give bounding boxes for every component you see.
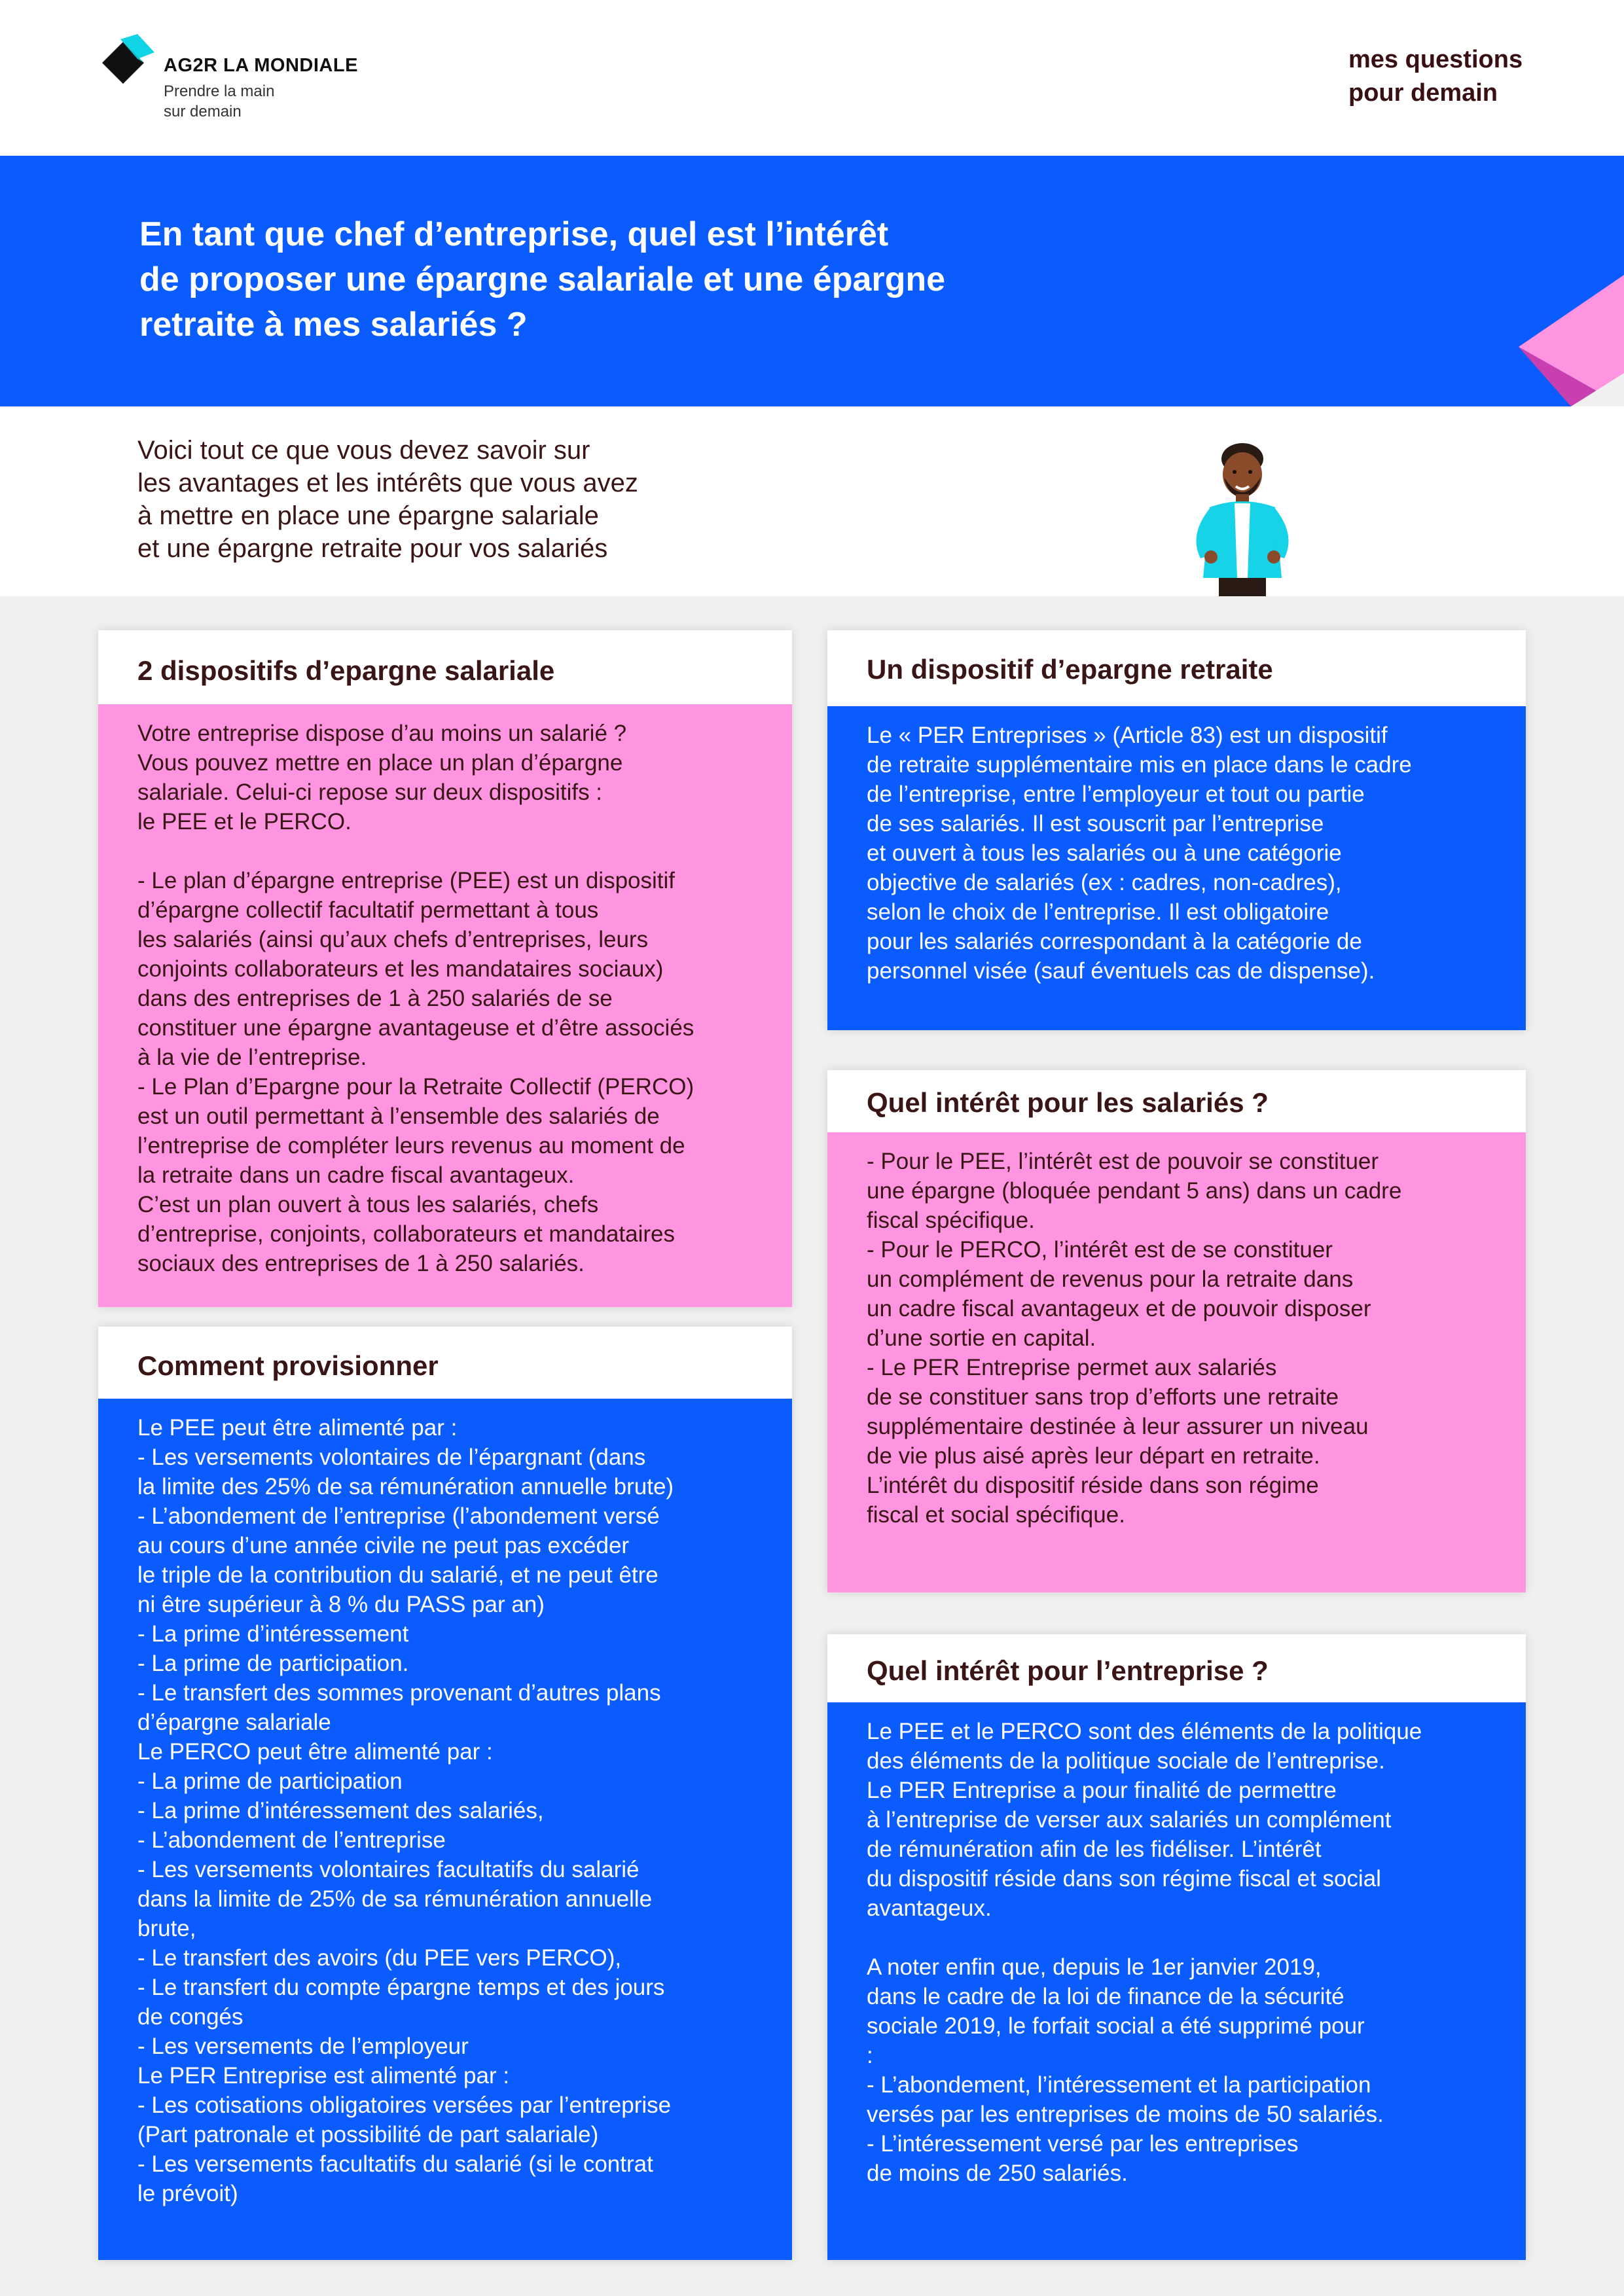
ag2r-logo-icon xyxy=(97,34,157,89)
card-title: Quel intérêt pour l’entreprise ? xyxy=(867,1655,1269,1686)
card-epargne-salariale xyxy=(98,630,792,1307)
brand-name: AG2R LA MONDIALE xyxy=(164,55,358,76)
card-title: Comment provisionner xyxy=(137,1350,439,1381)
card-header xyxy=(98,630,792,704)
card-interet-salaries xyxy=(827,1070,1526,1592)
card-header xyxy=(98,1327,792,1399)
top-header xyxy=(0,0,1624,156)
card-title: Quel intérêt pour les salariés ? xyxy=(867,1087,1269,1118)
hero-banner xyxy=(0,156,1624,406)
card-header xyxy=(827,1634,1526,1702)
card-comment-provisionner xyxy=(98,1327,792,2260)
card-title: 2 dispositifs d’epargne salariale xyxy=(137,655,555,686)
card-interet-entreprise xyxy=(827,1634,1526,2260)
card-title: Un dispositif d’epargne retraite xyxy=(867,654,1273,685)
card-body xyxy=(98,704,792,1307)
card-header xyxy=(827,630,1526,706)
brand-tagline: Prendre la main sur demain xyxy=(164,82,275,120)
card-text: - Pour le PEE, l’intérêt est de pouvoir se constituer une épargne (bloquée pendant 5 ans) dans un cadre fiscal spécifique. - Pour le PERCO, l’intérêt est de se constituer un complément de revenus pour la retraite dans un cadre fiscal avantageux et de pouvoir disposer d’une sortie en capital. - Le PER Entreprise permet aux salariés de se constituer sans trop d’efforts une retraite supplémentaire destinée à leur assurer un niveau de vie plus aisé après leur départ en retraite. L’intérêt du dispositif réside dans son régime fiscal et social spécifique. xyxy=(867,1149,1402,1528)
card-text: Le PEE et le PERCO sont des éléments de la politique des éléments de la politique sociale de l’entreprise. Le PER Entreprise a pour finalité de permettre à l’entreprise de verser aux salariés un complément de rémunération afin de les fidéliser. L’intérêt du dispositif réside dans son régime fiscal et social avantageux. A noter enfin que, depuis le 1er janvier 2019, dans le cadre de la loi de finance de la sécurité sociale 2019, le forfait social a été supprimé pour : - L’abondement, l’intéressement et la participation versés par les entreprises de moins de 50 salariés. - L’intéressement versé par les entreprises de moins de 250 salariés. xyxy=(867,1719,1422,2186)
card-body xyxy=(827,1132,1526,1592)
card-header xyxy=(827,1070,1526,1132)
card-text: Votre entreprise dispose d’au moins un salarié ? Vous pouvez mettre en place un plan d’épargne salariale. Celui-ci repose sur deux dispositifs : le PEE et le PERCO. - Le plan d’épargne entreprise (PEE) est un dispositif d’épargne collectif facultatif permettant à tous les salariés (ainsi qu’aux chefs d’entreprises, leurs conjoints collaborateurs et les mandataires sociaux) dans des entreprises de 1 à 250 salariés de se constituer une épargne avantageuse et d’être associés à la vie de l’entreprise. - Le Plan d’Epargne pour la Retraite Collectif (PERCO) est un outil permettant à l’ensemble des salariés de l’entreprise de compléter leurs revenus au moment de la retraite dans un cadre fiscal avantageux. C’est un plan ouvert à tous les salariés, chefs d’entreprise, conjoints, collaborateurs et mandataires sociaux des entreprises de 1 à 250 salariés. xyxy=(137,721,695,1276)
intro-section xyxy=(0,406,1624,596)
card-text: Le PEE peut être alimenté par : - Les versements volontaires de l’épargnant (dans la limite des 25% de sa rémunération annuelle brute) - L’abondement de l’entreprise (l’abondement versé au cours d’une année civile ne peut pas excéder le triple de la contribution du salarié, et ne peut être ni être supérieur à 8 % du PASS par an) - La prime d’intéressement - La prime de participation. - Le transfert des sommes provenant d’autres plans d’épargne salariale Le PERCO peut être alimenté par : - La prime de participation - La prime d’intéressement des salariés, - L’abondement de l’entreprise - Les versements volontaires facultatifs du salarié dans la limite de 25% de sa rémunération annuelle brute, - Le transfert des avoirs (du PEE vers PERCO), - Le transfert du compte épargne temps et des jours de congés - Les versements de l’employeur Le PER Entreprise est alimenté par : - Les cotisations obligatoires versées par l’entreprise (Part patronale et possibilité de part salariale) - Les versements facultatifs du salarié (si le contrat le prévoit) xyxy=(137,1415,674,2206)
series-label: mes questions pour demain xyxy=(1348,46,1523,107)
card-epargne-retraite xyxy=(827,630,1526,1030)
intro-text: Voici tout ce que vous devez savoir sur les avantages et les intérêts que vous avez à mettre en place une épargne salariale et une épargne retraite pour vos salariés xyxy=(137,436,638,563)
page-title: En tant que chef d’entreprise, quel est l’intérêt de proposer une épargne salariale et une épargne retraite à mes salariés ? xyxy=(139,215,946,344)
card-body xyxy=(98,1399,792,2260)
card-body xyxy=(827,1702,1526,2260)
card-body xyxy=(827,706,1526,1030)
page-fold-icon xyxy=(1519,275,1624,406)
card-text: Le « PER Entreprises » (Article 83) est un dispositif de retraite supplémentaire mis en place dans le cadre de l’entreprise, entre l’employeur et tout ou partie de ses salariés. Il est souscrit par l’entreprise et ouvert à tous les salariés ou à une catégorie objective de salariés (ex : cadres, non-cadres), selon le choix de l’entreprise. Il est obligatoire pour les salariés correspondant à la catégorie de personnel visée (sauf éventuels cas de dispense). xyxy=(867,723,1412,984)
businessman-illustration-icon xyxy=(1183,430,1301,596)
